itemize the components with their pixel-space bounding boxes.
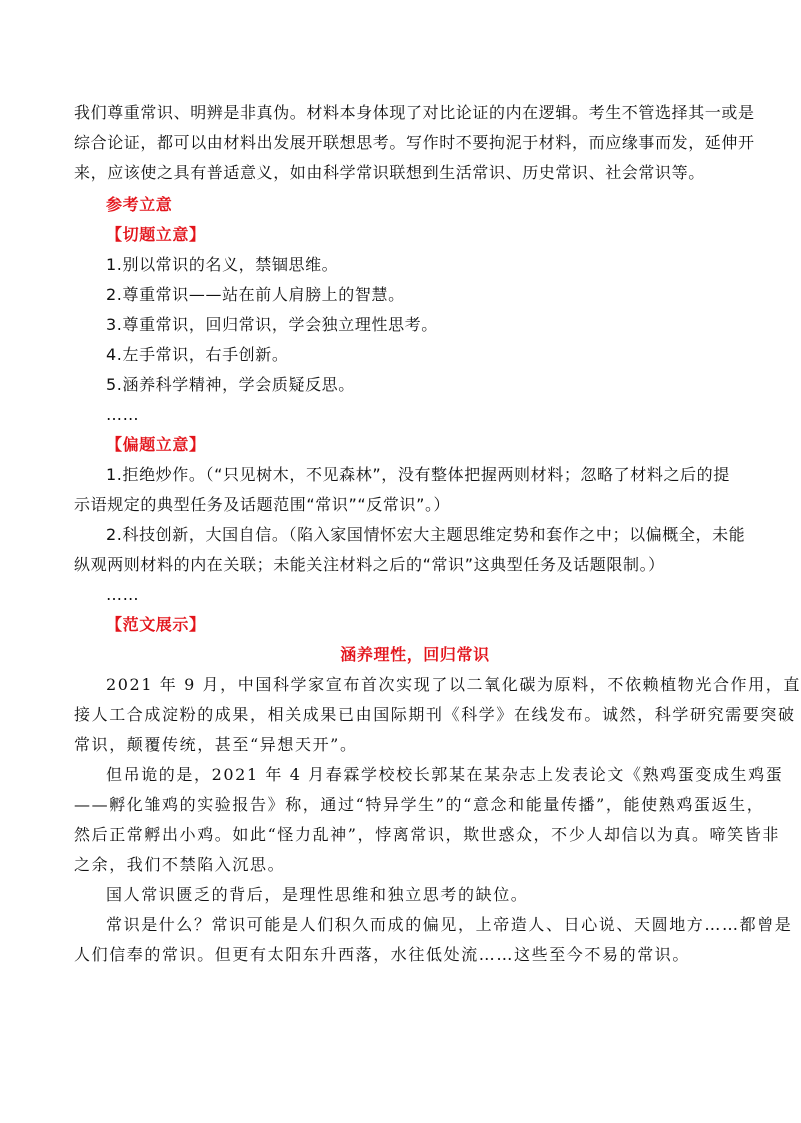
on-topic-item: 1.别以常识的名义，禁锢思维。: [106, 255, 339, 274]
on-topic-item: 2.尊重常识——站在前人肩膀上的智慧。: [106, 285, 405, 304]
off-topic-line: 1.拒绝炒作。（“只见树木，不见森林”，没有整体把握两则材料；忽略了材料之后的提: [106, 465, 730, 484]
sample-heading: 【范文展示】: [106, 615, 206, 634]
on-topic-item: 3.尊重常识，回归常识，学会独立理性思考。: [106, 315, 438, 334]
essay-title: 涵养理性，回归常识: [340, 645, 490, 664]
essay-line: 之余，我们不禁陷入沉思。: [74, 855, 286, 874]
essay-line: 接人工合成淀粉的成果，相关成果已由国际期刊《科学》在线发布。诚然，科学研究需要突破: [74, 705, 796, 724]
reference-heading: 参考立意: [106, 195, 173, 214]
on-topic-ellipsis: ……: [106, 405, 140, 424]
intro-line: 我们尊重常识、明辨是非真伪。材料本身体现了对比论证的内在逻辑。考生不管选择其一或是: [74, 103, 755, 122]
intro-line: 来，应该使之具有普适意义，如由科学常识联想到生活常识、历史常识、社会常识等。: [74, 163, 705, 182]
essay-line: 常识，颠覆传统，甚至“异想天开”。: [74, 735, 358, 754]
off-topic-line: 2.科技创新，大国自信。（陷入家国情怀宏大主题思维定势和套作之中；以偏概全，未能: [106, 525, 746, 544]
essay-line: ——孵化雏鸡的实验报告》称，通过“特异学生”的“意念和能量传播”，能使熟鸡蛋返生，: [74, 795, 765, 814]
off-topic-heading: 【偏题立意】: [106, 435, 206, 454]
essay-line: 然后正常孵出小鸡。如此“怪力乱神”，悖离常识，欺世惑众，不少人却信以为真。啼笑皆非: [74, 825, 780, 844]
off-topic-line: 示语规定的典型任务及话题范围“常识”“反常识”。）: [74, 495, 451, 514]
intro-line: 综合论证，都可以由材料出发展开联想思考。写作时不要拘泥于材料，而应缘事而发，延伸开: [74, 133, 755, 152]
document-page: [74, 98, 801, 970]
off-topic-ellipsis: ……: [106, 585, 140, 604]
essay-line: 人们信奉的常识。但更有太阳东升西落，水往低处流……这些至今不易的常识。: [74, 945, 691, 964]
on-topic-heading: 【切题立意】: [106, 225, 206, 244]
off-topic-line: 纵观两则材料的内在关联；未能关注材料之后的“常识”这典型任务及话题限制。）: [74, 555, 665, 574]
essay-line: 但吊诡的是，2021 年 4 月春霖学校校长郭某在某杂志上发表论文《熟鸡蛋变成生鸡蛋: [106, 765, 784, 784]
essay-line: 国人常识匮乏的背后，是理性思维和独立思考的缺位。: [106, 885, 529, 904]
essay-line: 常识是什么？常识可能是人们积久而成的偏见，上帝造人、日心说、天圆地方……都曾是: [106, 915, 793, 934]
essay-line: 2021 年 9 月，中国科学家宣布首次实现了以二氧化碳为原料，不依赖植物光合作用，直: [106, 675, 801, 694]
on-topic-item: 4.左手常识，右手创新。: [106, 345, 289, 364]
on-topic-item: 5.涵养科学精神，学会质疑反思。: [106, 375, 355, 394]
